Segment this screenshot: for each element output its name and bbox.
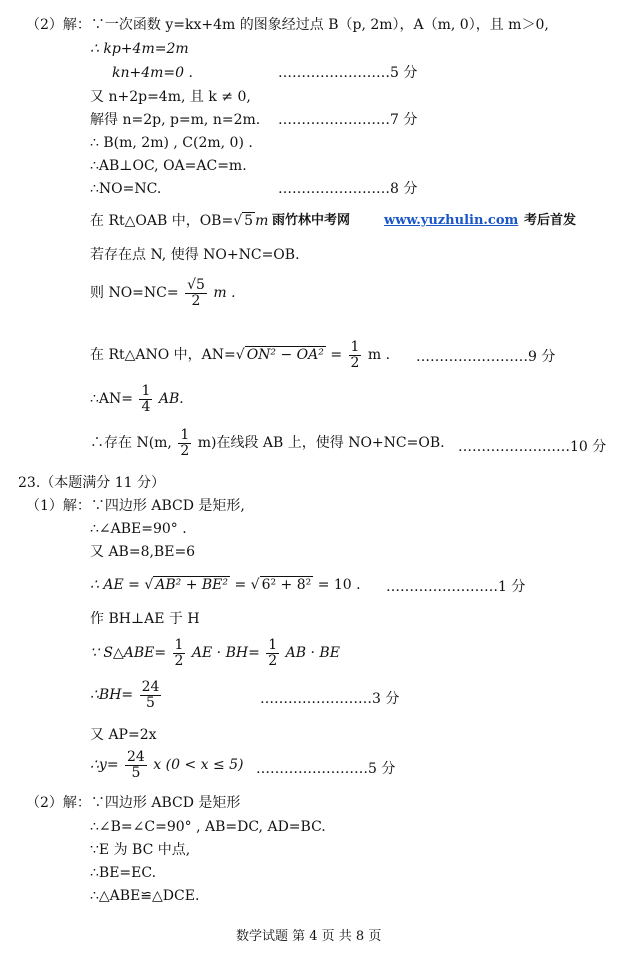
text: =	[330, 347, 343, 364]
score-marker: ……………………3 分	[260, 691, 400, 707]
denominator: 2	[174, 652, 184, 669]
fraction	[349, 340, 362, 370]
fraction	[140, 680, 162, 710]
text: x (0 < x ≤ 5)	[153, 757, 244, 774]
text: AB · BE	[285, 645, 340, 662]
question-23-title: 23.（本题满分 11 分）	[18, 475, 165, 491]
numerator: 1	[180, 427, 190, 443]
numerator: 1	[350, 339, 360, 355]
fraction	[173, 638, 186, 668]
q23-p1-line9	[90, 750, 244, 780]
score-marker: ……………………7 分	[278, 112, 418, 128]
fraction	[125, 750, 147, 780]
text: ∴AN=	[90, 391, 133, 408]
sqrt-sign: √	[144, 577, 154, 593]
sqrt-content: AB² + BE²	[155, 577, 229, 593]
text: ∴BH=	[90, 687, 134, 704]
numerator: √5	[187, 277, 205, 293]
text: m .	[213, 285, 236, 302]
denominator: 4	[141, 398, 151, 415]
denominator: 5	[146, 694, 155, 711]
text: m .	[255, 213, 278, 229]
page-footer: 数学试题 第 4 页 共 8 页	[236, 929, 382, 944]
q23-p2-line3: ∵E 为 BC 中点,	[90, 842, 191, 858]
part2-line3: kn+4m=0 .	[112, 65, 193, 81]
denominator: 5	[131, 764, 141, 781]
q23-p1-line3: 又 AB=8,BE=6	[90, 544, 196, 560]
text: 在 Rt△ANO 中，AN=	[90, 347, 236, 364]
denominator: 2	[350, 354, 360, 371]
q23-p1-line6	[90, 638, 340, 668]
fraction	[185, 278, 207, 308]
q23-p1-line7	[90, 680, 163, 710]
q23-p2-line4: ∴BE=EC.	[90, 865, 157, 881]
part2-line5: 解得 n=2p, p=m, n=2m.	[90, 112, 261, 128]
sqrt-sign: √	[250, 577, 260, 593]
text: m .	[367, 347, 391, 364]
denominator: 2	[268, 652, 278, 669]
q23-p1-line2: ∴∠ABE=90° .	[90, 521, 187, 537]
denominator: 2	[180, 442, 190, 459]
part2-line1: （2）解：∵一次函数 y=kx+4m 的图象经过点 B（p, 2m），A（m, 0），且 m＞0,	[26, 17, 549, 33]
part2-line2: ∴ kp+4m=2m	[90, 41, 189, 57]
q23-p2-line5: ∴△ABE≌△DCE.	[90, 888, 200, 904]
numerator: 24	[141, 679, 160, 695]
score-marker: ……………………10 分	[458, 439, 607, 455]
q23-p1-line5: 作 BH⊥AE 于 H	[90, 611, 200, 627]
part2-line10: 若存在点 N, 使得 NO+NC=OB.	[90, 247, 300, 263]
sqrt-content: 6² + 8²	[261, 577, 312, 593]
q23-p1-line1: （1）解：∵四边形 ABCD 是矩形,	[26, 498, 245, 514]
brand-tail: 考后首发	[524, 213, 577, 228]
part2-line8: ∴NO=NC.	[90, 181, 162, 197]
part2-line12	[90, 340, 390, 370]
fraction	[139, 384, 152, 414]
part2-line11	[90, 278, 236, 308]
text: ∴y=	[90, 757, 119, 774]
sqrt-sign: √	[233, 213, 243, 229]
score-marker: ……………………1 分	[386, 579, 526, 595]
text: AE · BH=	[191, 645, 260, 662]
text: 在 Rt△OAB 中，OB=	[90, 213, 234, 229]
score-marker: ……………………5 分	[278, 65, 418, 81]
text: ∴ AE =	[90, 577, 140, 593]
text: =	[234, 577, 247, 593]
denominator: 2	[191, 292, 201, 309]
part2-line6: ∴ B(m, 2m) , C(2m, 0) .	[90, 135, 253, 151]
fraction	[178, 428, 191, 458]
sqrt-content: ON² − OA²	[246, 347, 324, 364]
q23-p2-line1: （2）解：∵四边形 ABCD 是矩形	[26, 795, 241, 811]
sqrt-sign: √	[235, 347, 245, 364]
q23-p1-line4	[90, 578, 361, 592]
text: 则 NO=NC=	[90, 285, 179, 302]
brand-url-link[interactable]: www.yuzhulin.com	[384, 213, 519, 228]
q23-p1-line8: 又 AP=2x	[90, 727, 157, 743]
part2-line7: ∴AB⊥OC, OA=AC=m.	[90, 158, 247, 174]
part2-line4: 又 n+2p=4m, 且 k ≠ 0,	[90, 89, 251, 105]
score-marker: ……………………8 分	[278, 181, 418, 197]
score-marker: ……………………5 分	[256, 761, 396, 777]
part2-line14	[90, 428, 445, 458]
brand-name: 雨竹林中考网	[272, 213, 351, 228]
text: AB.	[158, 391, 184, 408]
text: ∴存在 N(m,	[90, 435, 172, 452]
score-marker: ……………………9 分	[416, 349, 556, 365]
q23-p2-line2: ∴∠B=∠C=90° , AB=DC, AD=BC.	[90, 819, 326, 835]
numerator: 1	[141, 383, 151, 399]
numerator: 1	[174, 637, 184, 653]
part2-line9	[90, 214, 277, 228]
text: = 10 .	[317, 577, 361, 593]
numerator: 24	[127, 749, 145, 765]
numerator: 1	[268, 637, 278, 653]
text: ∵ S△ABE=	[90, 645, 167, 662]
part2-line13	[90, 384, 184, 414]
text: m)在线段 AB 上，使得 NO+NC=OB.	[197, 435, 445, 452]
fraction	[266, 638, 279, 668]
sqrt-content: 5	[244, 213, 254, 229]
